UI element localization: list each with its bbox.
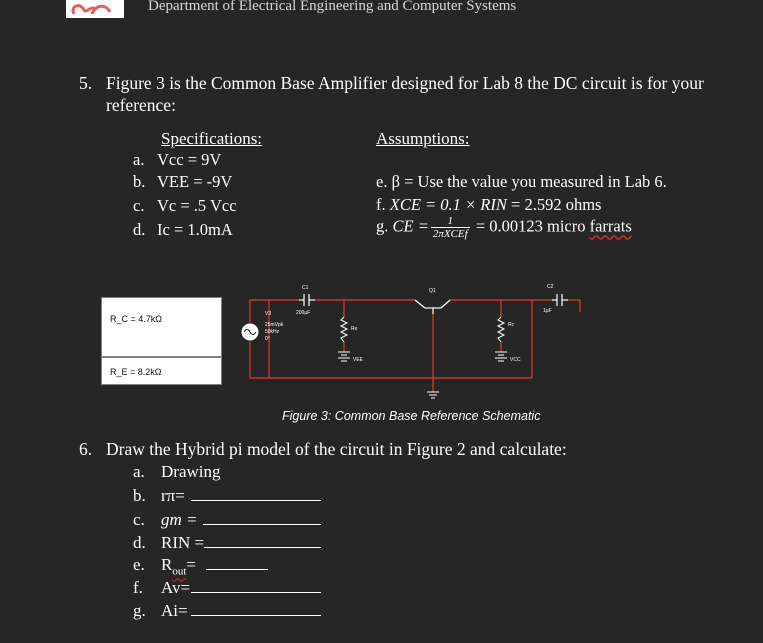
fraction: $\frac{1}{\text{2πXCEf}}$ [432,215,468,240]
v3-label: V3 [265,311,272,317]
spec-item: a. Vcc = 9V [133,150,222,169]
logo-mark-icon [66,0,124,18]
question-6-item: a. Drawing [133,462,221,481]
rc-value-box: R_C = 4.7kΩ [101,297,222,357]
vee-source [338,352,350,361]
question-6-item: g. Ai= [133,601,188,620]
question-6: 6. Draw the Hybrid pi model of the circuit in Figure 2 and calculate: [79,439,567,459]
question-6-item: b. rπ= [133,486,185,505]
department-header: Department of Electrical Engineering and Computer Systems [148,0,517,14]
answer-line[interactable] [191,615,321,616]
c2-label: C2 [547,284,554,290]
assumption-g: g. CE = $\frac{1}{\text{2πXCEf}}$ = 0.00123 micro farrats [376,215,632,240]
question-5-text-line2: reference: [106,95,176,115]
figure-caption: Figure 3: Common Base Reference Schematic [282,409,541,423]
resistor-re [341,317,347,342]
answer-line[interactable] [191,500,321,501]
question-5-text-line1: Figure 3 is the Common Base Amplifier designed for Lab 8 the DC circuit is for your [106,73,704,93]
c2-value: 1µF [543,308,552,314]
rc-label: Rc [508,322,515,328]
answer-line[interactable] [206,569,268,570]
capacitor-c1 [299,294,315,306]
assumptions-heading: Assumptions: [376,129,470,148]
question-6-item: e. $R_{out}=$ [133,555,196,578]
specifications-heading: Specifications: [161,129,263,148]
c1-value: 200µF [296,310,311,316]
spec-item: d. Ic = 1.0mA [133,220,233,239]
question-6-item: c. gm = [133,510,198,529]
v3-amplitude: 25mVpk [265,322,284,328]
c1-label: C1 [302,285,309,291]
spec-item: b. VEE = -9V [133,172,233,191]
q1-label: Q1 [429,288,436,294]
question-6-item: d. RIN = [133,533,205,552]
answer-line[interactable] [204,547,321,548]
common-base-schematic [222,272,587,407]
re-value-box: R_E = 8.2kΩ [101,357,222,385]
v3-phase: 0° [265,336,270,342]
question-5-number: 5. [79,73,93,93]
v3-frequency: 50kHz [265,329,280,335]
spec-item: c. Vc = .5 Vcc [133,196,237,215]
re-label: Re [351,326,358,332]
university-logo [66,0,124,18]
question-6-item: f. Av= [133,578,191,597]
ground-icon [427,392,439,398]
resistor-rc [498,317,504,342]
assumption-e: e. β = Use the value you measured in Lab 6. [376,172,667,191]
answer-line[interactable] [203,524,321,525]
capacitor-c2 [552,294,568,306]
vcc-source [495,352,507,361]
transistor-q1 [415,300,450,314]
vcc-label: VCC [510,357,521,363]
assumption-f: f. XCE = 0.1 × RIN = 2.592 ohms [376,195,602,214]
vee-label: VEE [353,357,364,363]
v3-source [241,323,259,341]
answer-line[interactable] [191,592,321,593]
